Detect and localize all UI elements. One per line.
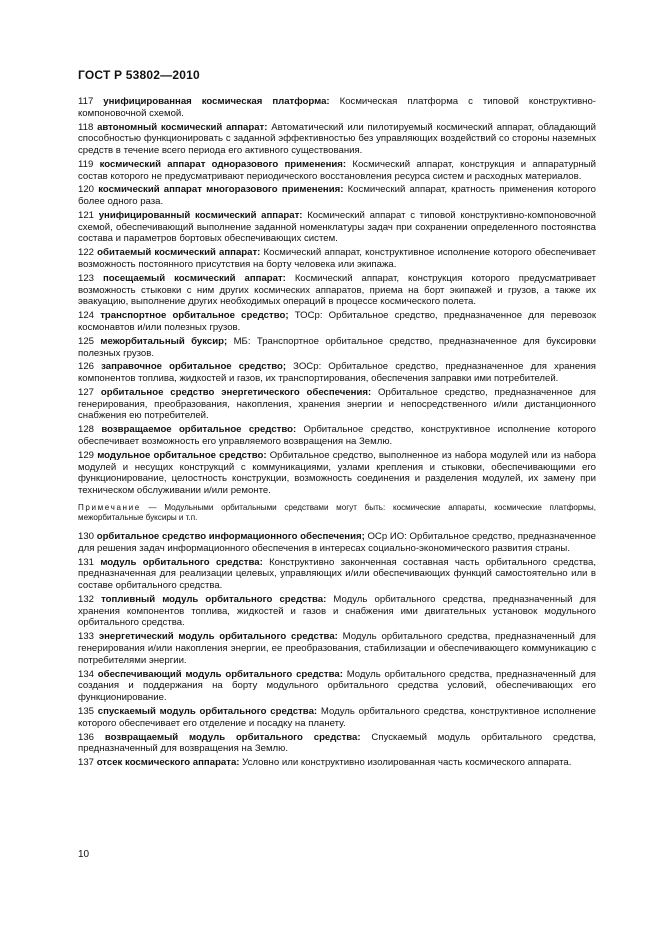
term-entry: [78, 387, 596, 422]
term-definition: Модуль орбитального средства, предназначенный для генерирования и/или накопления энергии, ее преобразования, стабилизации и обеспечивающего коммуникацию с потребителями энергии.: [78, 631, 597, 666]
term-entry: [78, 310, 596, 333]
term-number: 133: [78, 631, 95, 643]
term-number: 120: [78, 184, 95, 196]
term-definition: Орбитальное средство, предназначенное для генерирования, преобразования, накопления, хранения энергии и непосредственного и/или дистанционного снабжения ею потребителей.: [78, 387, 596, 422]
term-name: возвращаемый модуль орбитального средства:: [104, 731, 361, 743]
term-name: обеспечивающий модуль орбитального средства:: [97, 668, 343, 680]
term-entry: [78, 531, 596, 554]
term-entry: [78, 361, 596, 384]
term-definition: Спускаемый модуль орбитального средства, предназначенный для возвращения на Землю.: [78, 731, 596, 755]
term-definition: Конструктивно законченная составная часть орбитального средства, предназначенная для реализации целевых, управляющих и/или обеспечивающих функций самостоятельно или в составе орбитального средства.: [78, 556, 596, 592]
term-definition: Модуль орбитального средства, конструктивное исполнение которого обеспечивает его отделение и посадку на планету.: [78, 705, 596, 729]
term-name: модульное орбитальное средство:: [97, 449, 267, 461]
term-number: 132: [78, 594, 95, 606]
term-definition: Космический аппарат с типовой конструктивно-компоновочной схемой, обеспечивающий выполнение заданной номенклатуры задач при сохранении определенного постоянства состава и параметров бортовых обеспечивающих систем.: [78, 210, 596, 245]
term-definition: ТОСр: Орбитальное средство, предназначенное для перевозок космонавтов и/или полезных грузов.: [78, 310, 597, 333]
term-entry: [78, 122, 596, 157]
term-number: 127: [78, 387, 95, 399]
term-entry: [78, 159, 596, 182]
term-name: посещаемый космический аппарат:: [102, 272, 286, 284]
term-definition: Орбитальное средство, конструктивное исполнение которого обеспечивает возможность его управляемого возвращения на Землю.: [78, 424, 596, 448]
term-definition: Космический аппарат, кратность применения которого более одного раза.: [78, 184, 597, 208]
term-entry: [78, 669, 596, 704]
term-name: орбитальное средство энергетического обеспечения:: [100, 387, 372, 399]
term-number: 121: [78, 210, 95, 222]
term-name: космический аппарат одноразового применения:: [99, 158, 347, 170]
term-definition: Модуль орбитального средства, предназначенный для хранения компонентов топлива, жидкостей и газов и снабжения ими двигательных установок модульного орбитального средства.: [78, 594, 596, 629]
term-definition: Космическая платформа с типовой конструктивно-компоновочной схемой.: [78, 96, 597, 119]
term-entry: [78, 184, 596, 207]
term-definition: ЗОСр: Орбитальное средство, предназначенное для хранения компонентов топлива, жидкостей и газов, их транспортирования, обеспечения заправки ими потребителей.: [78, 361, 597, 385]
term-number: 129: [78, 449, 95, 461]
term-entry: [78, 557, 596, 592]
term-definition: Космический аппарат, конструкция и аппаратурный состав которого не предусматривают периодического восстановления ресурса систем и расходных материалов.: [78, 158, 596, 182]
term-number: 118: [78, 121, 94, 133]
term-number: 136: [78, 731, 95, 743]
term-definition: МБ: Транспортное орбитальное средство, предназначенное для буксировки полезных грузов.: [78, 335, 597, 359]
term-definition: ОСр ИО: Орбитальное средство, предназначенное для решения задач информационного обеспечения в интересах социально-экономического развития страны.: [78, 531, 596, 554]
note-text: — Модульными орбитальными средствами могут быть: космические аппараты, космические платформы, межорбитальные буксиры и т.п.: [78, 502, 596, 522]
term-number: 125: [78, 335, 95, 347]
term-number: 131: [78, 556, 95, 568]
note-block: [78, 503, 596, 523]
term-entry: [78, 706, 596, 729]
term-name: унифицированная космическая платформа:: [103, 96, 330, 107]
term-entry: [78, 732, 596, 755]
term-number: 124: [78, 310, 95, 322]
term-entry: [78, 594, 596, 629]
term-name: орбитальное средство информационного обеспечения;: [96, 531, 365, 543]
term-definition: Орбитальное средство, выполненное из набора модулей или из набора модулей и несущих конструкций с коммуникациями, узлами крепления и стыковки, обеспечивающими его функционирование, целостность конструкции, возможность соединения и разделения модулей, их замену при техническом обслуживании и/или ремонте.: [78, 449, 597, 497]
term-definition: Модуль орбитального средства, предназначенный для создания и поддержания на борту модульного орбитального средства условий, обеспечивающих его функционирование.: [78, 668, 596, 704]
term-definition: Автоматический или пилотируемый космический аппарат, обладающий способностью функционировать с заданной эффективностью без управляющих воздействий со стороны наземных средств в течение всего периода его активного существования.: [78, 121, 597, 156]
term-name: топливный модуль орбитального средства:: [101, 594, 327, 606]
term-entry: [78, 450, 596, 497]
term-list-part-2: [78, 531, 596, 769]
term-list-part-1: [78, 96, 596, 497]
term-name: космический аппарат многоразового применения:: [98, 184, 344, 196]
term-number: 137: [78, 757, 95, 769]
term-number: 126: [78, 361, 95, 373]
term-entry: [78, 631, 596, 666]
term-name: возвращаемое орбитальное средство:: [101, 424, 297, 436]
term-number: 134: [78, 668, 95, 680]
term-entry: [78, 210, 596, 245]
term-name: энергетический модуль орбитального средства:: [98, 631, 338, 643]
term-name: отсек космического аппарата:: [96, 757, 240, 769]
term-definition: Космический аппарат, конструкция которого предусматривает возможность стыковки с ним других космических аппаратов, приема на борт экипажей и грузов, а также их эвакуацию, выполнение других необходимых операций в процессе космического полета.: [78, 272, 596, 308]
term-definition: Условно или конструктивно изолированная часть космического аппарата.: [242, 757, 572, 769]
term-number: 130: [78, 531, 95, 543]
term-name: заправочное орбитальное средство;: [101, 361, 287, 373]
term-definition: Космический аппарат, конструктивное исполнение которого обеспечивает возможность постоянного присутствия на борту человека или экипажа.: [78, 247, 597, 271]
term-number: 128: [78, 424, 95, 436]
page-number: 10: [78, 849, 90, 860]
term-name: спускаемый модуль орбитального средства:: [97, 705, 318, 717]
term-entry: [78, 336, 596, 359]
term-name: обитаемый космический аппарат:: [97, 247, 261, 259]
term-number: 135: [78, 705, 95, 717]
term-name: унифицированный космический аппарат:: [98, 210, 303, 222]
standard-header: ГОСТ Р 53802—2010: [78, 68, 200, 82]
term-name: межорбитальный буксир;: [100, 335, 228, 347]
note-label: Примечание: [78, 502, 141, 512]
term-entry: [78, 424, 596, 447]
term-entry: [78, 247, 596, 270]
term-name: автономный космический аппарат:: [97, 121, 268, 133]
term-number: 123: [78, 272, 95, 284]
term-entry: [78, 273, 596, 308]
term-name: транспортное орбитальное средство;: [100, 310, 289, 322]
term-entry: [78, 96, 596, 119]
document-body: [78, 96, 596, 771]
term-number: 119: [78, 158, 94, 170]
term-number: 122: [78, 247, 95, 259]
term-entry: [78, 757, 596, 769]
term-name: модуль орбитального средства:: [100, 556, 263, 568]
term-number: 117: [78, 96, 94, 107]
